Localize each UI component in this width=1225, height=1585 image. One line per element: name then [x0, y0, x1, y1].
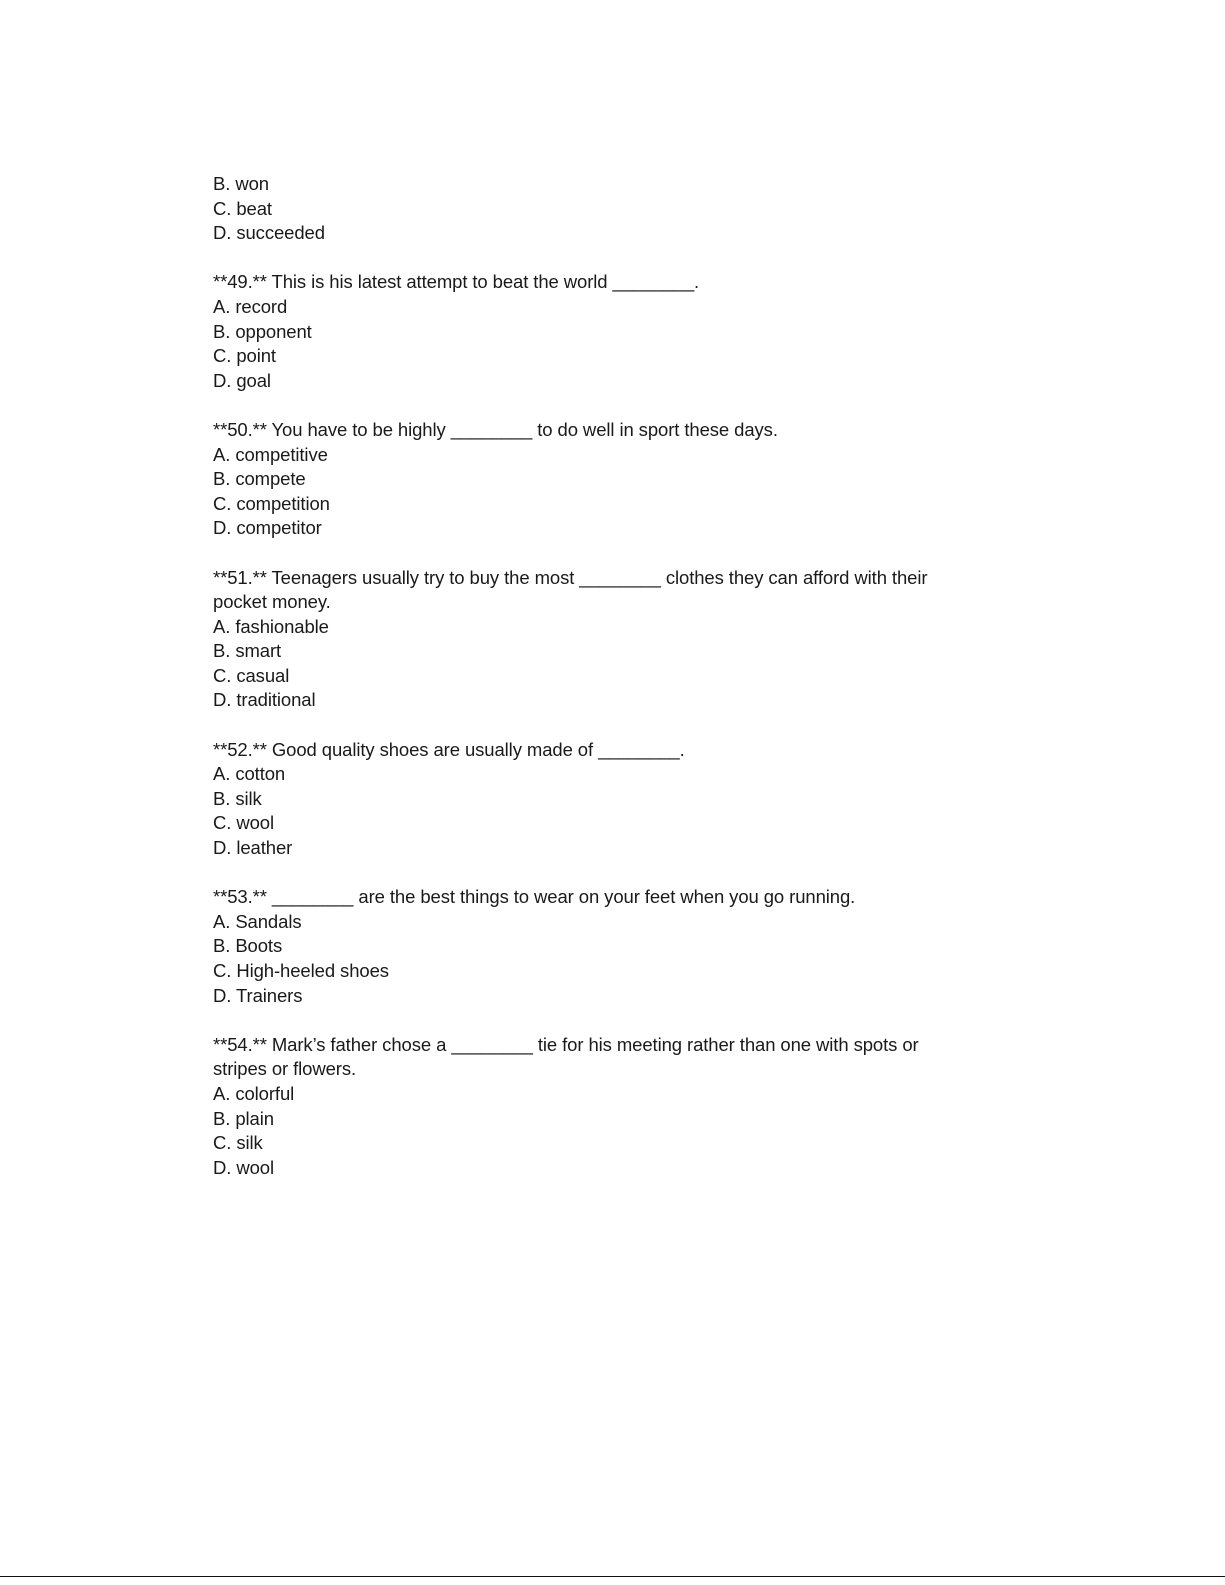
option-item: A. competitive [213, 443, 328, 465]
option-item: A. fashionable [213, 615, 329, 637]
question-text [213, 885, 973, 910]
option-item: D. succeeded [213, 222, 325, 244]
option-item: A. Sandals [213, 910, 302, 932]
option-item: B. plain [213, 1107, 274, 1129]
option-item: B. Boots [213, 935, 283, 957]
leading-options [213, 172, 973, 246]
question-text [213, 1033, 973, 1082]
option-item: D. wool [213, 1156, 274, 1178]
question-line: stripes or flowers. [213, 1058, 357, 1080]
document-page [213, 172, 973, 1180]
question-54 [213, 1033, 973, 1181]
option-item: C. silk [213, 1132, 263, 1154]
question-line: **53.** ________ are the best things to wear on your feet when you go running. [213, 886, 856, 908]
question-text [213, 738, 973, 763]
option-item: D. goal [213, 369, 271, 391]
question-text [213, 270, 973, 295]
option-item: C. wool [213, 812, 274, 834]
question-53 [213, 885, 973, 1008]
question-52 [213, 738, 973, 861]
option-item: B. compete [213, 468, 306, 490]
option-item: A. cotton [213, 763, 286, 785]
question-line: **49.** This is his latest attempt to beat the world ________. [213, 271, 700, 293]
option-item: C. point [213, 345, 276, 367]
option-item: C. casual [213, 664, 290, 686]
option-item: D. traditional [213, 689, 316, 711]
question-text [213, 418, 973, 443]
question-text [213, 566, 973, 615]
page-bottom-rule [0, 1576, 1225, 1577]
option-item: B. smart [213, 640, 282, 662]
option-item: D. leather [213, 837, 293, 859]
question-line: **51.** Teenagers usually try to buy the most ________ clothes they can afford with their [213, 566, 928, 588]
question-line: **50.** You have to be highly ________ to do well in sport these days. [213, 418, 778, 440]
option-item: D. Trainers [213, 984, 303, 1006]
question-50 [213, 418, 973, 541]
option-item: A. colorful [213, 1082, 295, 1104]
option-item: B. won [213, 173, 269, 194]
question-51 [213, 566, 973, 714]
option-item: C. High-heeled shoes [213, 960, 389, 981]
question-49 [213, 270, 973, 393]
question-line: **52.** Good quality shoes are usually made of ________. [213, 738, 685, 760]
option-item: C. competition [213, 492, 330, 514]
option-item: D. competitor [213, 517, 322, 539]
option-item: B. opponent [213, 320, 312, 342]
question-line: **54.** Mark’s father chose a ________ tie for his meeting rather than one with spots or [213, 1033, 919, 1055]
option-item: B. silk [213, 787, 262, 809]
question-line: pocket money. [213, 591, 331, 613]
option-item: C. beat [213, 197, 272, 219]
option-item: A. record [213, 295, 288, 317]
